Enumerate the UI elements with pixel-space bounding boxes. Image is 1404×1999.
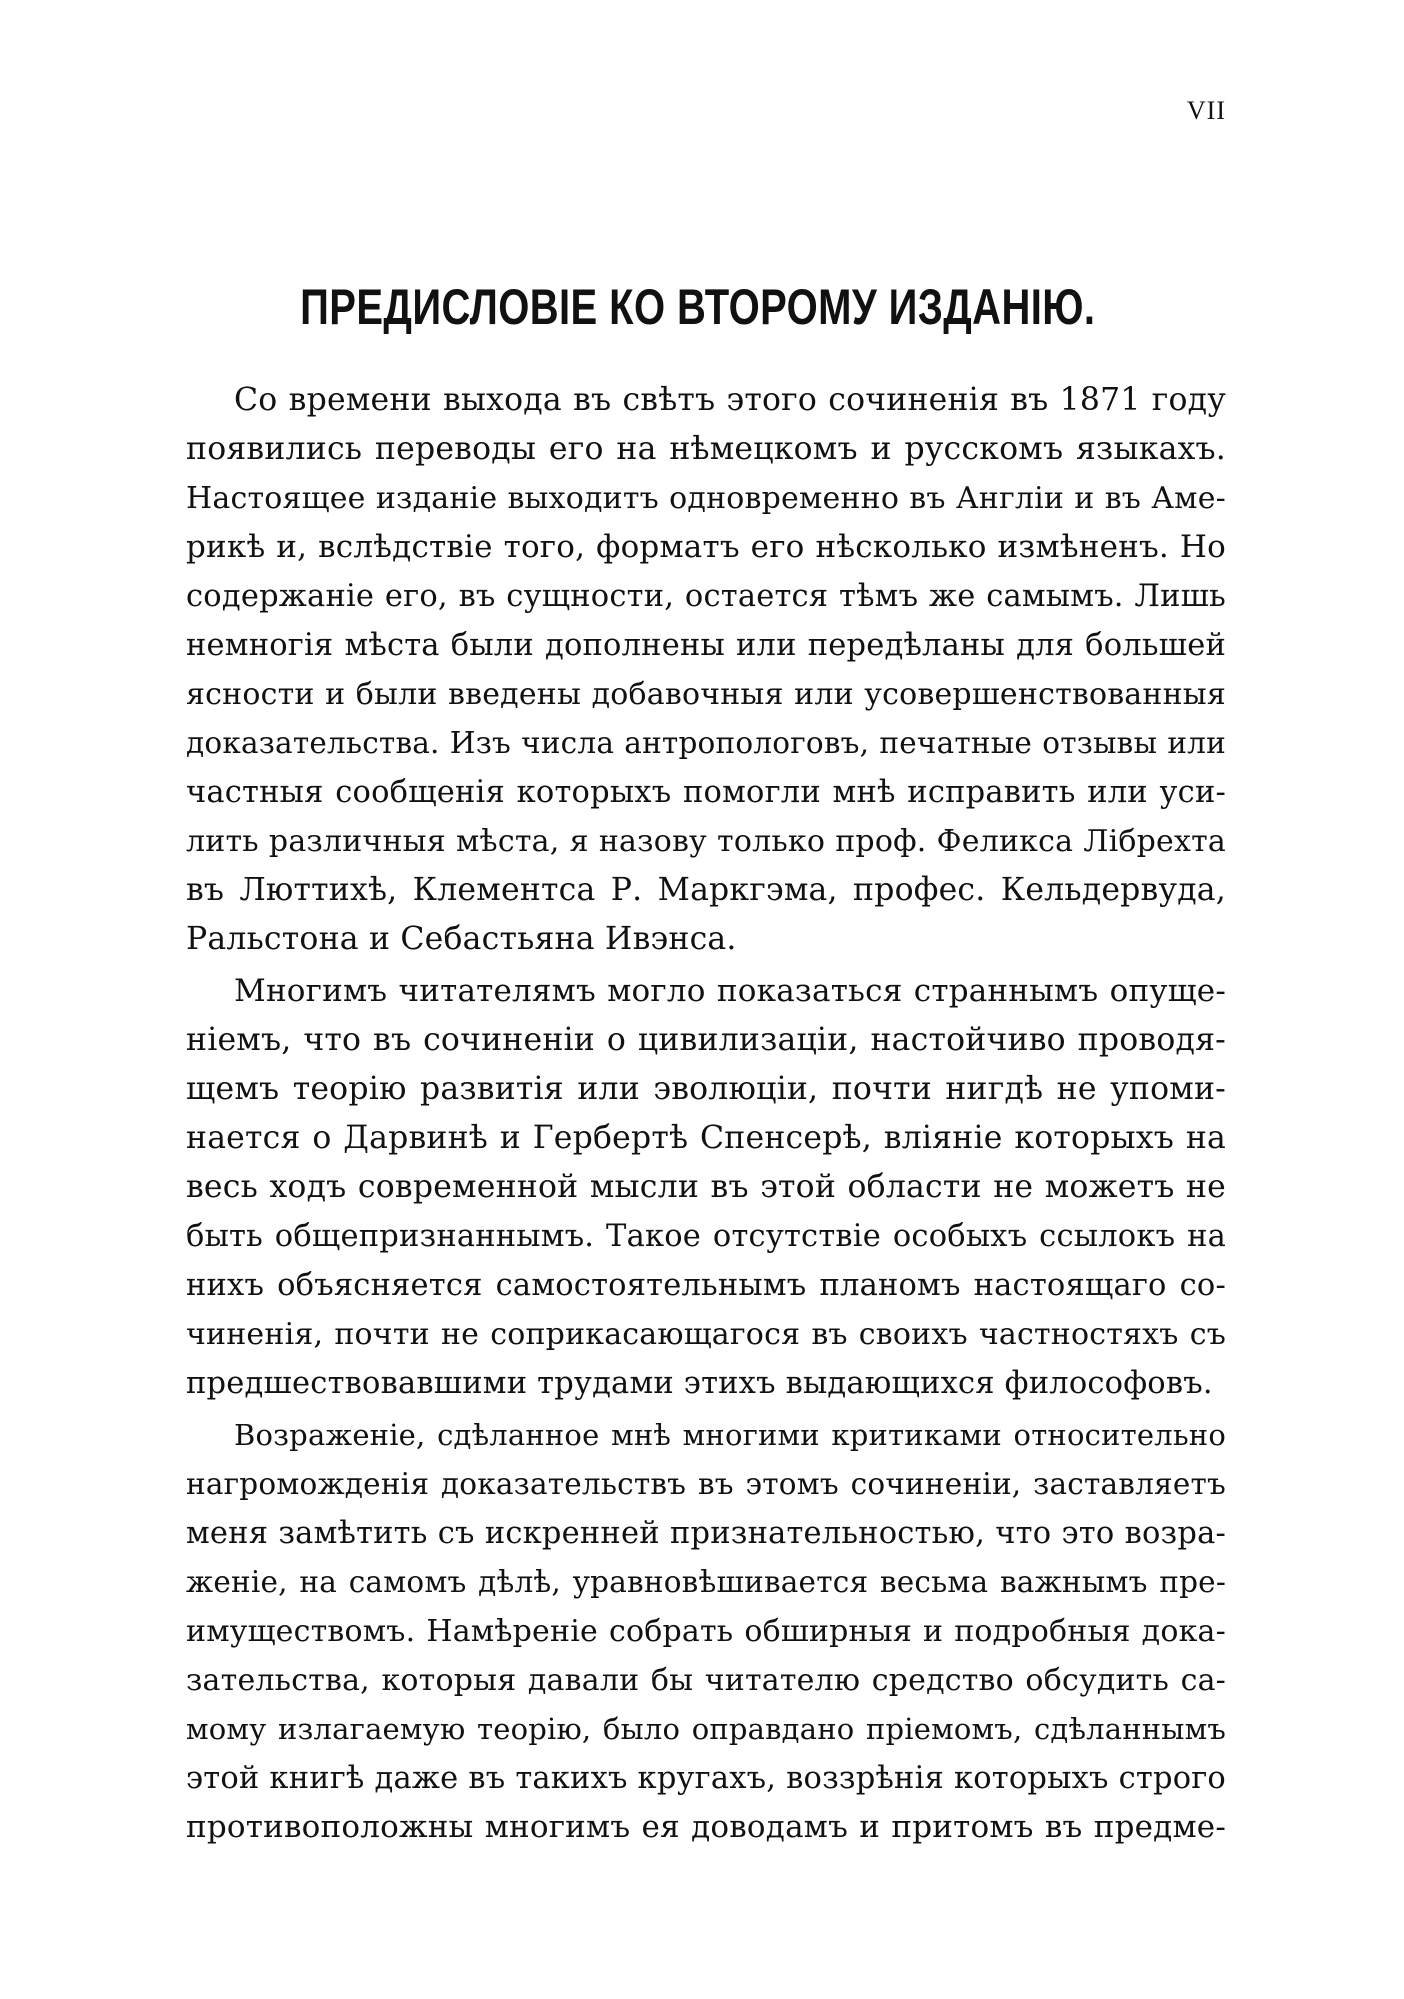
text-line: ніемъ, что въ сочиненіи о цивилизаціи, настойчиво проводя- <box>186 1022 1226 1058</box>
page-number: VII <box>1186 96 1226 125</box>
page-title: ПРЕДИСЛОВІЕ КО ВТОРОМУ ИЗДАНІЮ. <box>300 279 1096 335</box>
text-line: предшествовавшими трудами этихъ выдающихся философовъ. <box>186 1366 1213 1401</box>
text-line: содержаніе его, въ сущности, остается тѣмъ же самымъ. Лишь <box>186 579 1226 614</box>
text-line: появились переводы его на нѣмецкомъ и русскомъ языкахъ. <box>186 431 1226 467</box>
text-line: рикѣ и, вслѣдствіе того, форматъ его нѣсколько измѣненъ. Но <box>186 529 1226 565</box>
text-line: чиненія, почти не соприкасающагося въ своихъ частностяхъ съ <box>186 1317 1226 1352</box>
text-line: нагроможденія доказательствъ въ этомъ сочиненіи, заставляетъ <box>186 1467 1226 1501</box>
text-line: меня замѣтить съ искренней признательностью, что это возра- <box>186 1516 1226 1551</box>
text-line: быть общепризнаннымъ. Такое отсутствіе особыхъ ссылокъ на <box>186 1219 1226 1254</box>
text-line: весь ходъ современной мысли въ этой области не можетъ не <box>186 1169 1226 1205</box>
text-line: Со времени выхода въ свѣтъ этого сочиненія въ 1871 году <box>234 382 1226 418</box>
text-line: въ Люттихѣ, Клементса Р. Маркгэма, профес. Кельдервуда, <box>186 872 1226 908</box>
text-line: мому излагаемую теорію, было оправдано пріемомъ, сдѣланнымъ <box>186 1712 1226 1746</box>
text-line: частныя сообщенія которыхъ помогли мнѣ исправить или уси- <box>186 775 1226 810</box>
text-line: зательства, которыя давали бы читателю средство обсудить са- <box>186 1663 1226 1698</box>
text-line: противоположны многимъ ея доводамъ и притомъ въ предме- <box>186 1809 1226 1845</box>
text-line: нихъ объясняется самостоятельнымъ планомъ настоящаго со- <box>186 1268 1226 1303</box>
paragraph-3 <box>186 1411 1226 1852</box>
text-line: Возраженіе, сдѣланное мнѣ многими критиками относительно <box>234 1418 1226 1452</box>
text-line: этой книгѣ даже въ такихъ кругахъ, воззрѣнія которыхъ строго <box>186 1761 1226 1796</box>
text-line: доказательства. Изъ числа антропологовъ, печатные отзывы или <box>186 726 1226 760</box>
text-line: щемъ теорію развитія или эволюціи, почти нигдѣ не упоми- <box>186 1071 1226 1107</box>
text-line: ясности и были введены добавочныя или усовершенствованныя <box>186 677 1226 712</box>
paragraph-1 <box>186 376 1226 964</box>
text-line: женіе, на самомъ дѣлѣ, уравновѣшивается весьма важнымъ пре- <box>186 1565 1226 1599</box>
text-line: имуществомъ. Намѣреніе собрать обширныя и подробныя дока- <box>186 1614 1226 1649</box>
text-line: немногія мѣста были дополнены или передѣланы для большей <box>186 628 1226 663</box>
text-line: Ральстона и Себастьяна Ивэнса. <box>186 921 737 957</box>
paragraph-2 <box>186 967 1226 1408</box>
text-line: Многимъ читателямъ могло показаться страннымъ опуще- <box>234 973 1226 1009</box>
text-line: Настоящее изданіе выходитъ одновременно въ Англіи и въ Аме- <box>186 481 1226 516</box>
text-line: нается о Дарвинѣ и Гербертѣ Спенсерѣ, вліяніе которыхъ на <box>186 1120 1226 1156</box>
text-line: лить различныя мѣста, я назову только проф. Феликса Лібрехта <box>186 824 1226 859</box>
body-text <box>186 376 1226 1852</box>
